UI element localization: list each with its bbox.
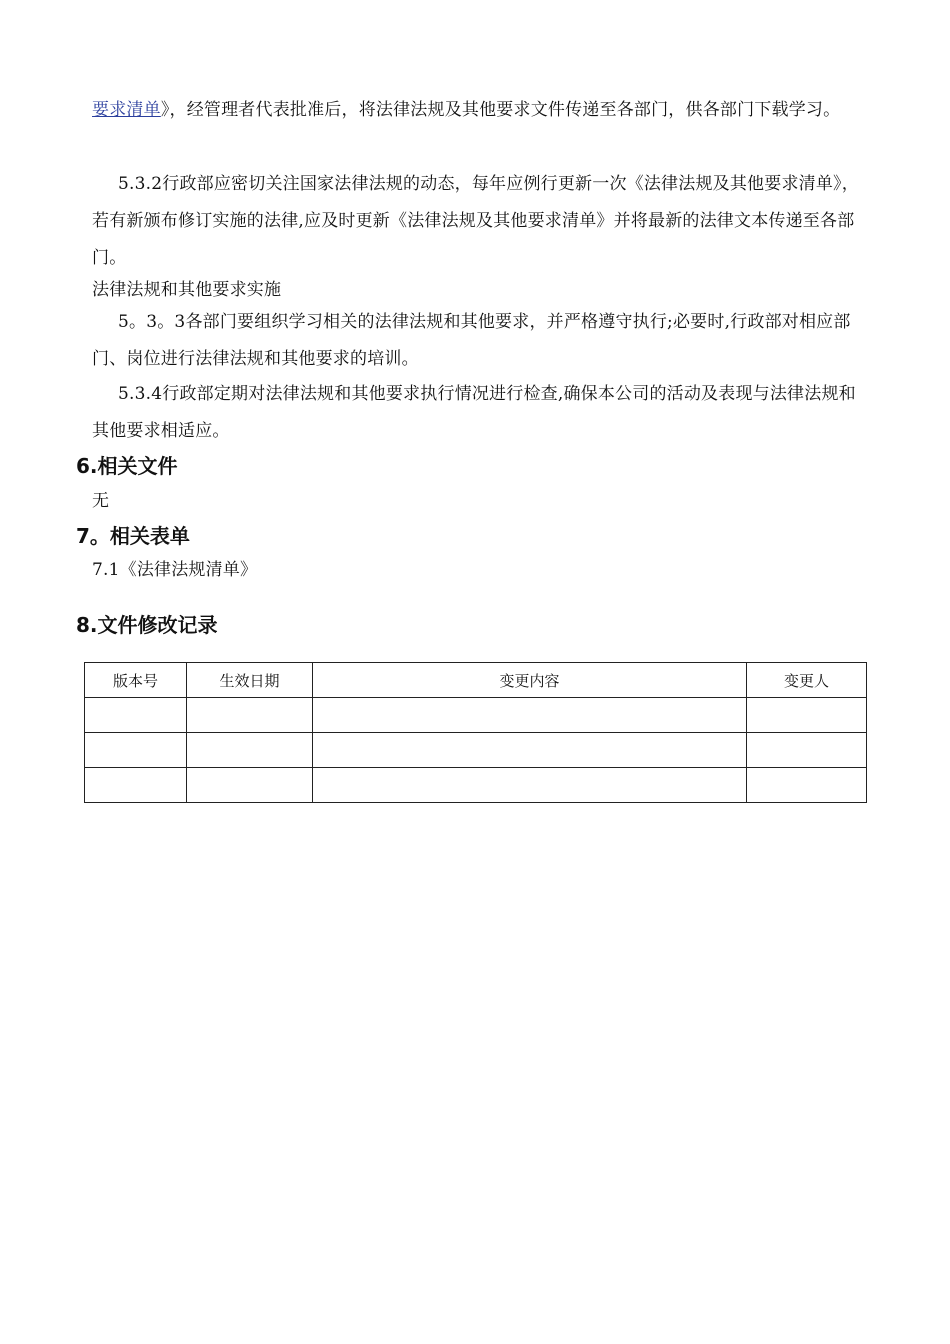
table-row — [85, 768, 867, 803]
table-cell — [747, 698, 867, 733]
table-cell — [85, 768, 187, 803]
header-changed-by: 变更人 — [747, 663, 867, 698]
requirements-list-link[interactable]: 要求清单 — [92, 100, 161, 120]
subheading-implementation: 法律法规和其他要求实施 — [92, 280, 282, 300]
header-version: 版本号 — [85, 663, 187, 698]
table-cell — [85, 698, 187, 733]
paragraph-list-approval-text: 》，经管理者代表批准后，将法律法规及其他要求文件传递至各部门，供各部门下载学习。 — [160, 100, 841, 120]
section-7-heading: 7。相关表单 — [76, 524, 190, 548]
table-row — [85, 733, 867, 768]
section-6-content: 无 — [92, 491, 110, 511]
revision-record-table — [84, 662, 867, 803]
table-cell — [747, 768, 867, 803]
header-change-content: 变更内容 — [313, 663, 747, 698]
header-effective-date: 生效日期 — [187, 663, 313, 698]
table-cell — [85, 733, 187, 768]
paragraph-5-3-2: 5.3.2行政部应密切关注国家法律法规的动态，每年应例行更新一次《法律法规及其他要求清单》，若有新颁布修订实施的法律,应及时更新《法律法规及其他要求清单》并将最新的法律文本传递至各部门。 — [92, 174, 859, 268]
table-cell — [187, 733, 313, 768]
table-cell — [187, 768, 313, 803]
section-6-heading: 6.相关文件 — [76, 454, 178, 478]
table-cell — [313, 733, 747, 768]
paragraph-5-3-4: 5.3.4行政部定期对法律法规和其他要求执行情况进行检查,确保本公司的活动及表现与法律法规和其他要求相适应。 — [92, 384, 856, 441]
table-cell — [313, 698, 747, 733]
paragraph-5-3-3: 5。3。3各部门要组织学习相关的法律法规和其他要求，并严格遵守执行;必要时,行政部对相应部门、岗位进行法律法规和其他要求的培训。 — [92, 312, 851, 369]
table-row — [85, 698, 867, 733]
table-cell — [187, 698, 313, 733]
section-7-content: 7.1《法律法规清单》 — [92, 560, 258, 580]
table-cell — [747, 733, 867, 768]
table-header-row — [85, 663, 867, 698]
table-cell — [313, 768, 747, 803]
section-8-heading: 8.文件修改记录 — [76, 613, 218, 637]
paragraph-list-approval — [92, 92, 862, 129]
